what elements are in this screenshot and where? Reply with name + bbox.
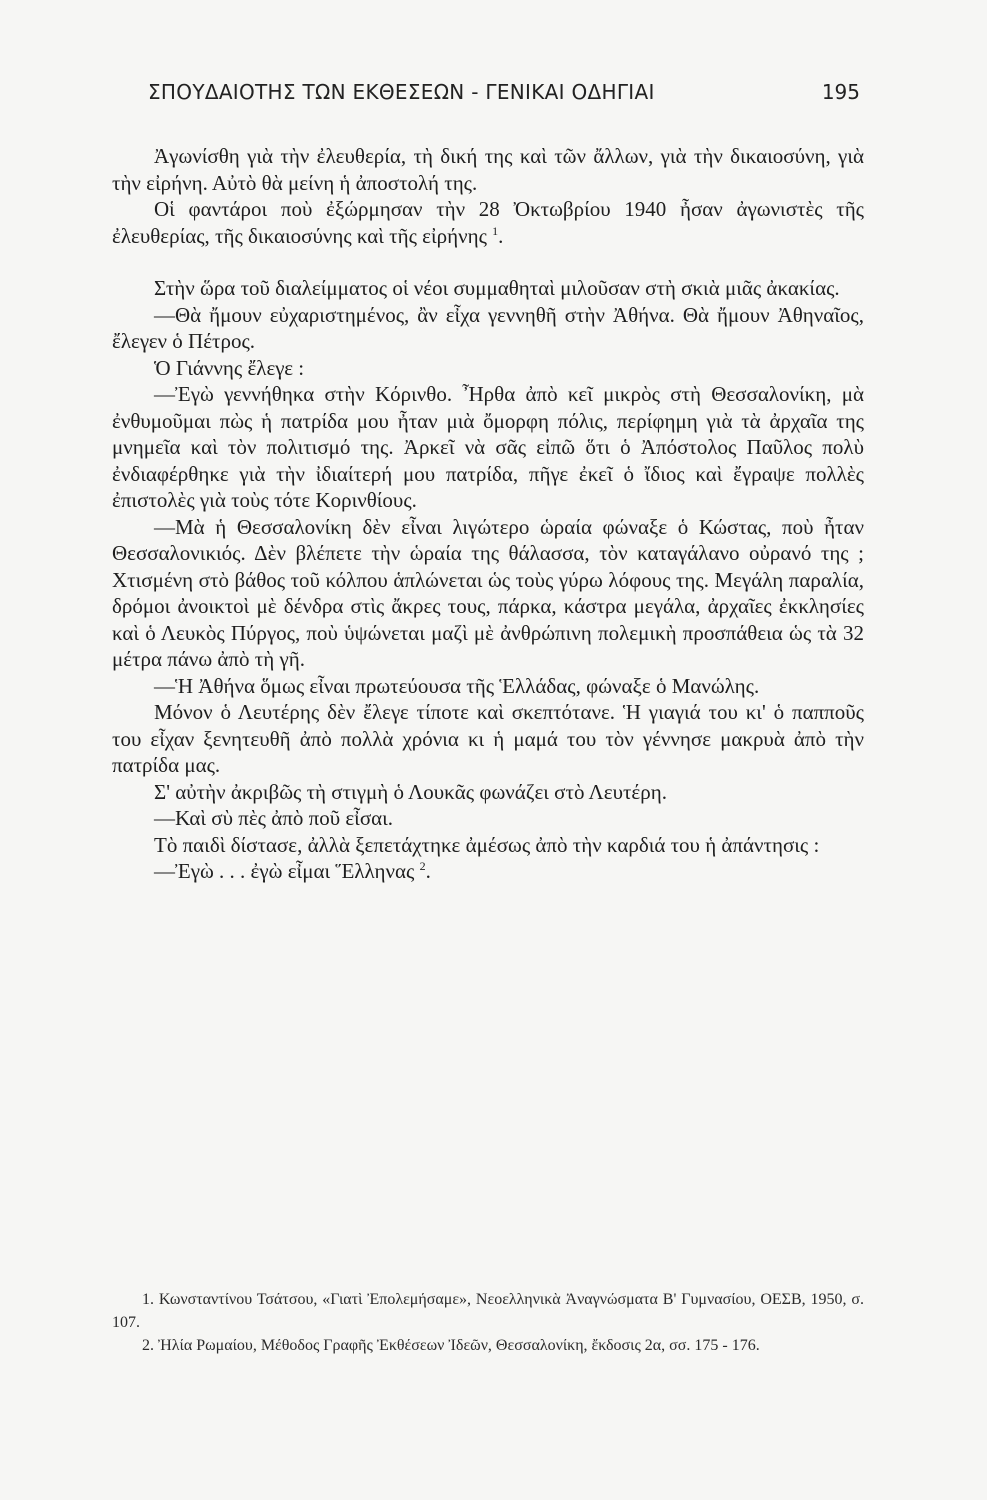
paragraph: Ἀγωνίσθη γιὰ τὴν ἐλευθερία, τὴ δική της καὶ τῶν ἄλλων, γιὰ τὴν δικαιοσύνη, γιὰ τὴν εἰρήνη. Αὐτὸ θὰ μείνη ἡ ἀποστολή της.: [112, 144, 864, 195]
paragraph: —Καὶ σὺ πὲς ἀπὸ ποῦ εἶσαι.: [154, 806, 394, 830]
paragraph: Ὁ Γιάννης ἔλεγε :: [154, 355, 305, 380]
footnote-mark: 2: [419, 859, 426, 873]
footnote: 1. Κωνσταντίνου Τσάτσου, «Γιατὶ Ἐπολεμήσαμε», Νεοελληνικὰ Ἀναγνώσματα Β' Γυμνασίου, ΟΕΣΒ, 1950, σ. 107.: [112, 1291, 864, 1331]
paragraph: Σ' αὐτὴν ἀκριβῶς τὴ στιγμὴ ὁ Λουκᾶς φωνάζει στὸ Λευτέρη.: [154, 779, 667, 804]
paragraph: —Μὰ ἡ Θεσσαλονίκη δὲν εἶναι λιγώτερο ὡραία φώναξε ὁ Κώστας, ποὺ ἦταν Θεσσαλονικιός. Δὲν βλέπετε τὴν ὡραία της θάλασσα, τὸν καταγάλανο οὐρανό της ; Χτισμένη στὸ βάθος τοῦ κόλπου ἁπλώνεται ὡς τοὺς γύρω λόφους της. Μεγάλη παραλία, δρόμοι ἀνοικτοὶ μὲ δένδρα στὶς ἄκρες τους, πάρκα, κάστρα μεγάλα, ἀρχαῖες ἐκκλησίες καὶ ὁ Λευκὸς Πύργος, ποὺ ὑψώνεται μαζὶ μὲ ἀνθρώπινη πολεμικὴ προσπάθεια ὡς τὰ 32 μέτρα πάνω ἀπὸ τὴ γῆ.: [112, 514, 864, 671]
body-text: [112, 143, 864, 885]
page-header: [148, 80, 860, 112]
page-number: 195: [821, 80, 860, 104]
paragraph: —Ἡ Ἀθήνα ὅμως εἶναι πρωτεύουσα τῆς Ἑλλάδας, φώναξε ὁ Μανώλης.: [154, 673, 760, 698]
footnote: 2. Ἠλία Ρωμαίου, Μέθοδος Γραφῆς Ἐκθέσεων Ἰδεῶν, Θεσσαλονίκη, ἔκδοσις 2α, σσ. 175 - 176.: [142, 1337, 760, 1354]
footnotes: [112, 1288, 864, 1357]
paragraph: Μόνον ὁ Λευτέρης δὲν ἔλεγε τίποτε καὶ σκεπτότανε. Ἡ γιαγιά του κι' ὁ παπποῦς του εἶχαν ξενητευθῆ ἀπὸ πολλὰ χρόνια κι ἡ μαμά του τὸν γέννησε μακρυὰ ἀπὸ τὴν πατρίδα μας.: [112, 700, 864, 777]
footnote-mark: 1: [492, 223, 499, 238]
paragraph: —Ἐγὼ . . . ἐγὼ εἶμαι Ἕλληνας $^2$.: [154, 859, 431, 883]
paragraph: —Ἐγὼ γεννήθηκα στὴν Κόρινθο. Ἦρθα ἀπὸ κεῖ μικρὸς στὴ Θεσσαλονίκη, μὰ ἐνθυμοῦμαι πὼς ἡ πατρίδα μου ἦταν μιὰ ὄμορφη πόλις, περίφημη γιὰ τὰ ἀρχαῖα της μνημεῖα καὶ τὸν πολιτισμό της. Ἀρκεῖ νὰ σᾶς εἰπῶ ὅτι ὁ Ἀπόστολος Παῦλος πολὺ ἐνδιαφέρθηκε γιὰ τὴν ἰδιαίτερή μου πατρίδα, πῆγε ἐκεῖ ὁ ἴδιος καὶ ἔγραψε πολλὲς ἐπιστολὲς γιὰ τοὺς τότε Κορινθίους.: [112, 382, 864, 512]
running-title: ΣΠΟΥΔΑΙΟΤΗΣ ΤΩΝ ΕΚΘΕΣΕΩΝ - ΓΕΝΙΚΑΙ ΟΔΗΓΙΑΙ: [148, 80, 655, 104]
paragraph: Τὸ παιδὶ δίστασε, ἀλλὰ ξεπετάχτηκε ἀμέσως ἀπὸ τὴν καρδιά του ἡ ἀπάντησις :: [154, 832, 820, 857]
paragraph: Οἱ φαντάροι ποὺ ἐξώρμησαν τὴν 28 Ὀκτωβρίου 1940 ἦσαν ἀγωνιστὲς τῆς ἐλευθερίας, τῆς δικαιοσύνης καὶ τῆς εἰρήνης $^1$.: [112, 197, 864, 248]
paragraph: Στὴν ὥρα τοῦ διαλείμματος οἱ νέοι συμμαθηταὶ μιλοῦσαν στὴ σκιὰ μιᾶς ἀκακίας.: [154, 276, 840, 300]
paragraph: —Θὰ ἤμουν εὐχαριστημένος, ἂν εἶχα γεννηθῆ στὴν Ἀθήνα. Θὰ ἤμουν Ἀθηναῖος, ἔλεγεν ὁ Πέτρος.: [112, 302, 864, 353]
